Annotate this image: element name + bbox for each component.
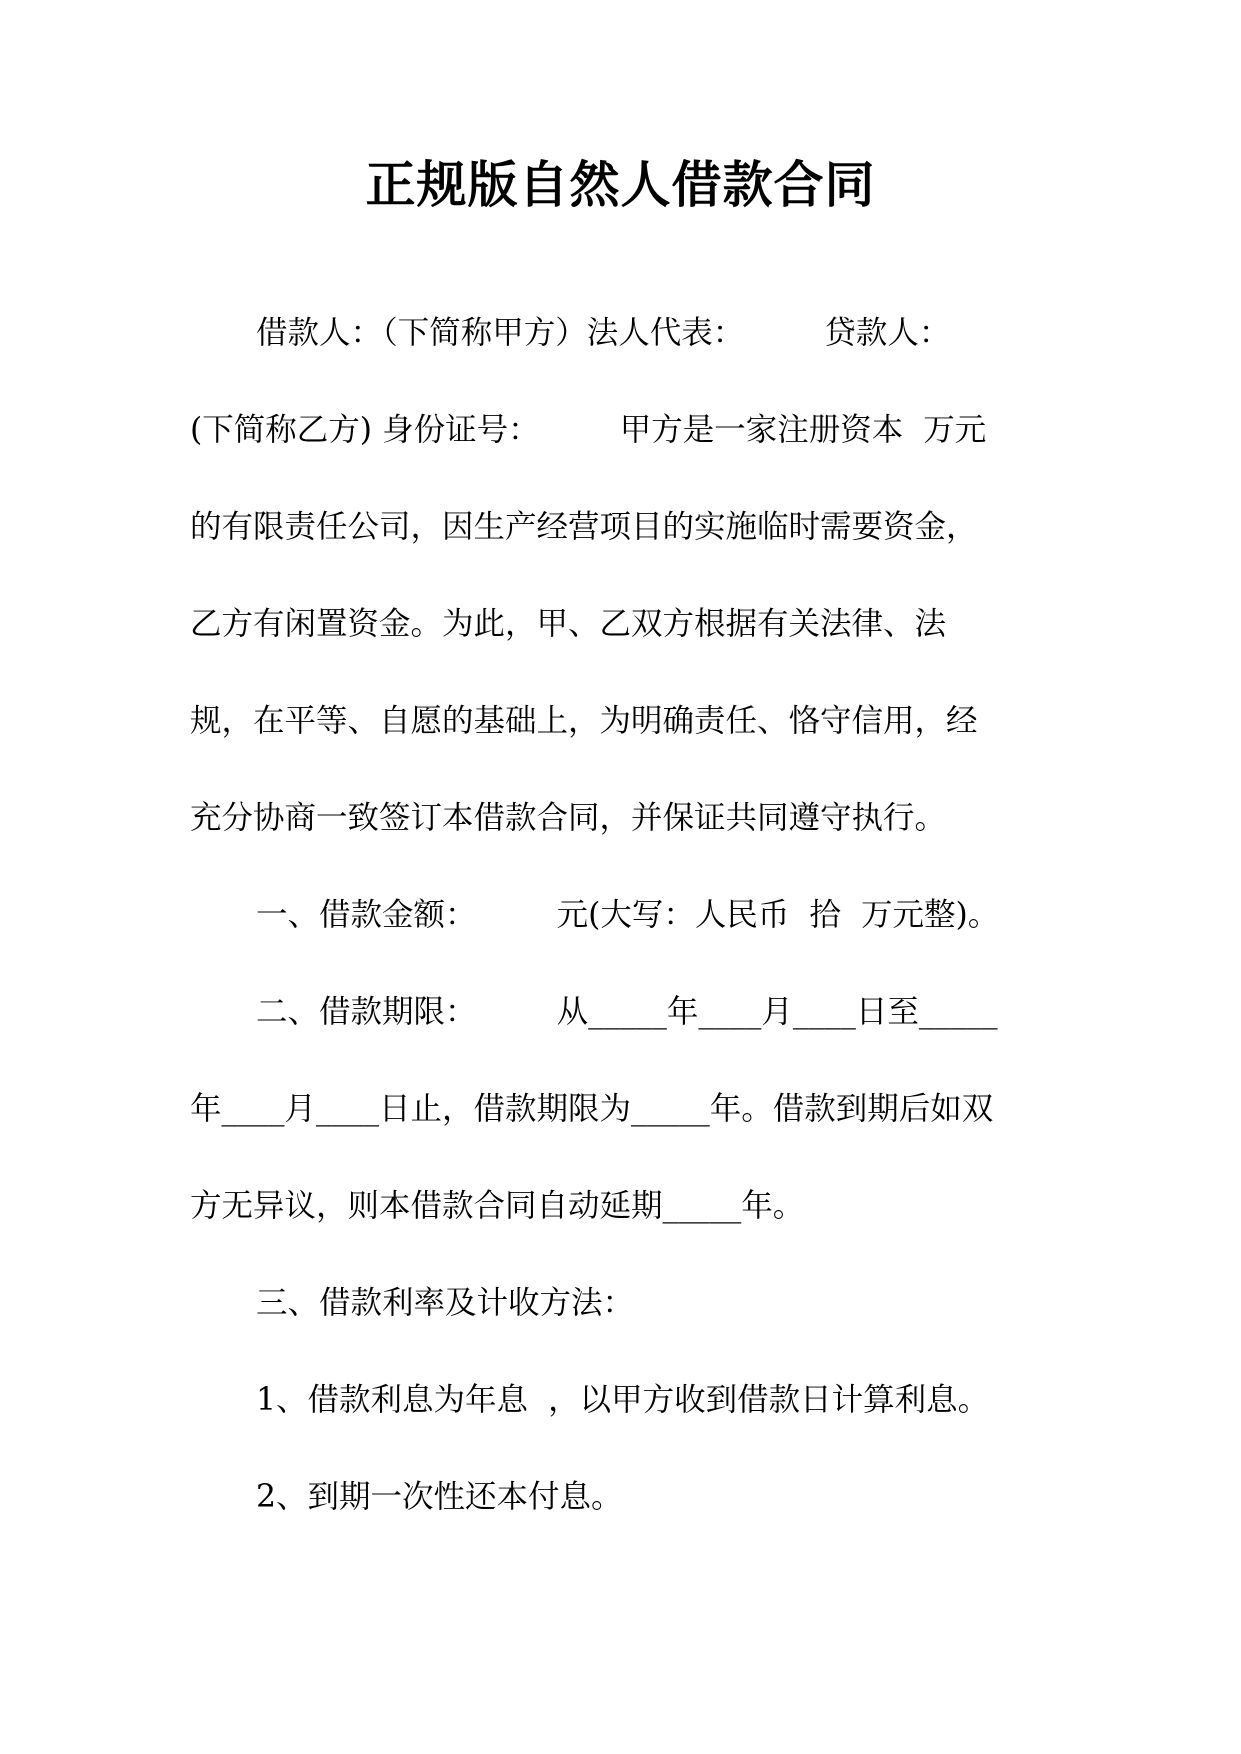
paragraph-line: 借款人：（下简称甲方）法人代表： 贷款人： bbox=[256, 315, 951, 351]
paragraph-line: 充分协商一致签订本借款合同，并保证共同遵守执行。 bbox=[190, 800, 947, 836]
section-amount: 一、借款金额： 元(大写：人民币 拾 万元整)。 bbox=[256, 897, 1000, 933]
paragraph-line: (下简称乙方) 身份证号： 甲方是一家注册资本 万元 bbox=[190, 412, 987, 448]
section-term: 二、借款期限： 从_____年____月____日至_____ bbox=[256, 994, 998, 1030]
section-interest: 三、借款利率及计收方法： bbox=[256, 1285, 635, 1321]
document-title: 正规版自然人借款合同 bbox=[365, 156, 876, 214]
paragraph-line: 乙方有闲置资金。为此，甲、乙双方根据有关法律、法 bbox=[190, 606, 947, 642]
paragraph-line: 规，在平等、自愿的基础上，为明确责任、恪守信用，经 bbox=[190, 703, 978, 739]
paragraph-line: 的有限责任公司，因生产经营项目的实施临时需要资金， bbox=[190, 509, 978, 545]
clause-item-2: 2、到期一次性还本付息。 bbox=[256, 1479, 623, 1515]
paragraph-line: 方无异议，则本借款合同自动延期_____年。 bbox=[190, 1188, 805, 1224]
paragraph-line: 年____月____日止，借款期限为_____年。借款到期后如双 bbox=[190, 1091, 994, 1127]
clause-item-1: 1、借款利息为年息 ，以甲方收到借款日计算利息。 bbox=[256, 1382, 990, 1418]
